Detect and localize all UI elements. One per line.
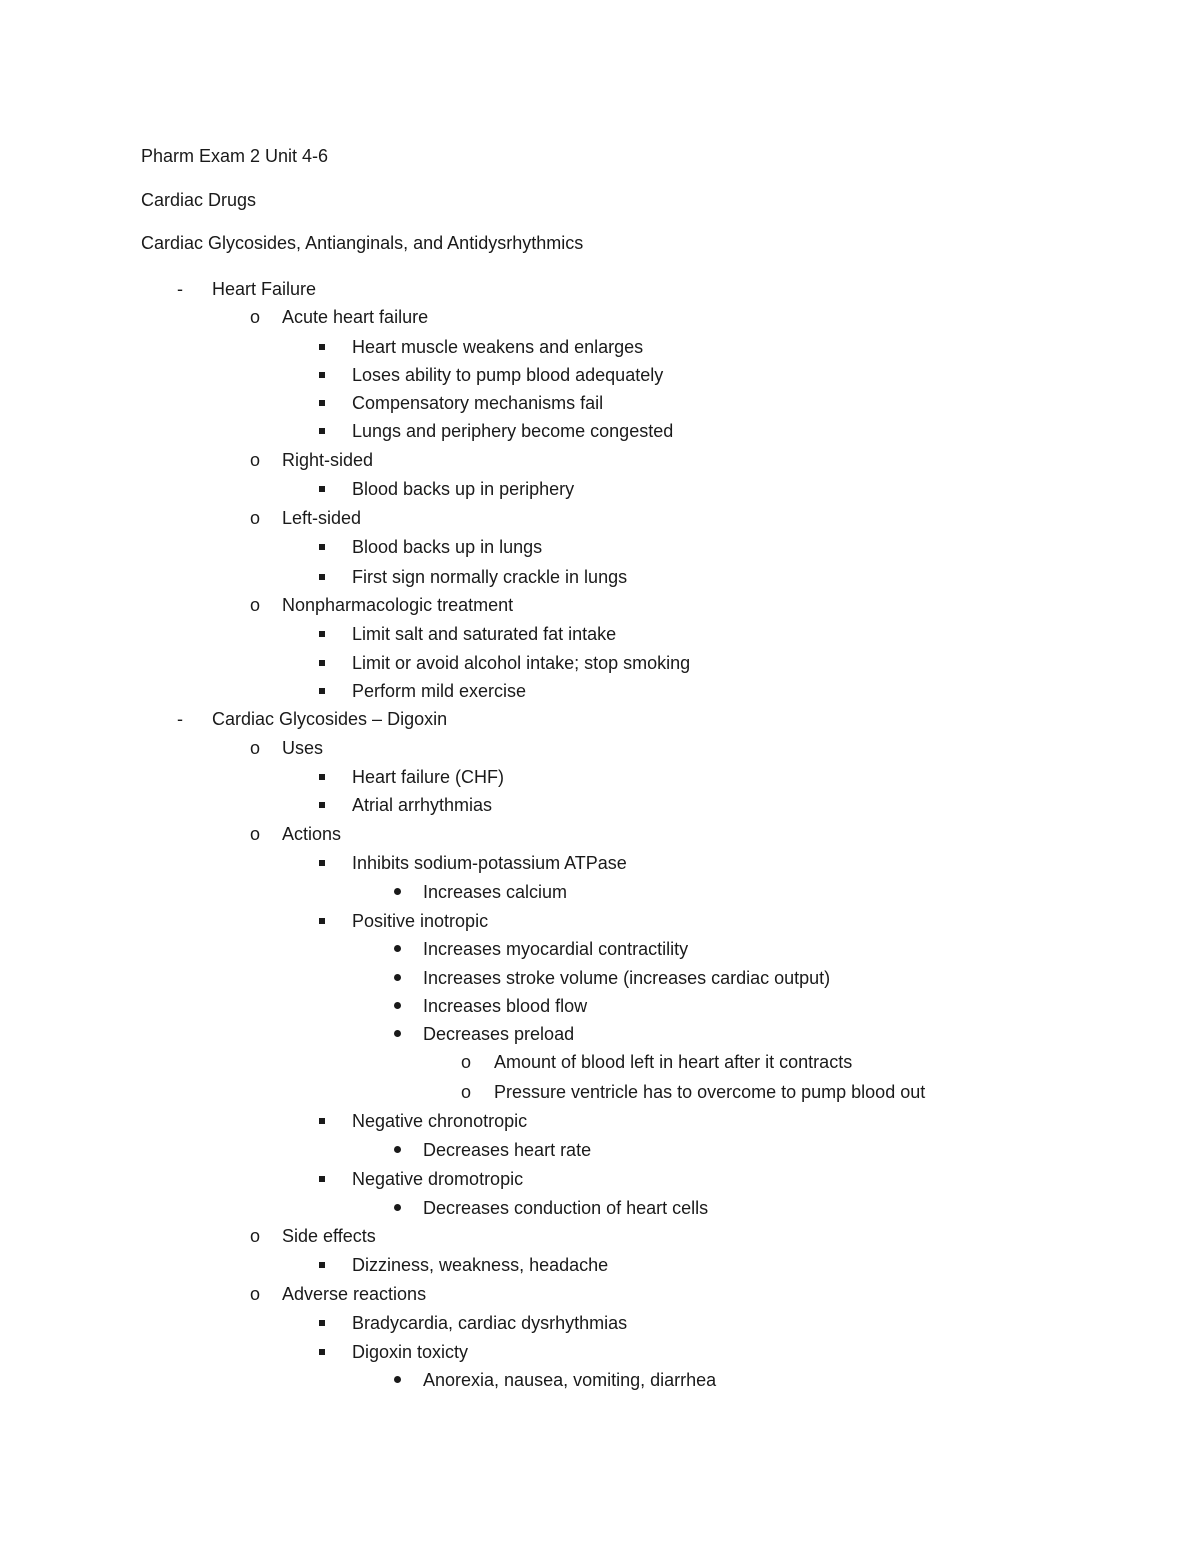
dot-bullet-icon [387, 880, 407, 904]
dot-bullet-icon [387, 966, 407, 990]
outline-item-level-3: Negative chronotropic [352, 1111, 528, 1131]
circle-bullet-icon: o [249, 595, 260, 615]
circle-bullet-icon: o [249, 307, 260, 327]
outline-item-level-3: Atrial arrhythmias [352, 795, 493, 815]
outline-item-level-3: Heart muscle weakens and enlarges [352, 337, 644, 357]
outline-item-level-5: Pressure ventricle has to overcome to pump blood out [494, 1082, 926, 1102]
outline-item-level-3: Blood backs up in periphery [352, 479, 575, 499]
outline-item-level-5: Amount of blood left in heart after it contracts [494, 1052, 853, 1072]
square-bullet-icon [312, 335, 332, 359]
outline-item-level-3: Blood backs up in lungs [352, 537, 543, 557]
outline-item-level-3: Heart failure (CHF) [352, 767, 505, 787]
square-bullet-icon [312, 679, 332, 703]
square-bullet-icon [312, 477, 332, 501]
outline-item-level-3: Lungs and periphery become congested [352, 421, 674, 441]
outline-item-level-3: Digoxin toxicty [352, 1342, 469, 1362]
outline-item-level-2: Right-sided [282, 450, 374, 470]
outline-item-level-4: Increases myocardial contractility [423, 939, 689, 959]
outline-item-level-3: Limit salt and saturated fat intake [352, 624, 617, 644]
dash-bullet-icon: - [177, 709, 183, 729]
outline-item-level-4: Decreases conduction of heart cells [423, 1198, 709, 1218]
outline-item-level-2: Adverse reactions [282, 1284, 427, 1304]
square-bullet-icon [312, 391, 332, 415]
square-bullet-icon [312, 1253, 332, 1277]
circle-bullet-icon: o [249, 824, 260, 844]
circle-bullet-icon: o [460, 1082, 471, 1102]
circle-bullet-icon: o [249, 738, 260, 758]
outline-item-level-3: Limit or avoid alcohol intake; stop smoking [352, 653, 691, 673]
outline-item-level-3: Perform mild exercise [352, 681, 527, 701]
outline-item-level-3: Negative dromotropic [352, 1169, 524, 1189]
dot-bullet-icon [387, 1368, 407, 1392]
dot-bullet-icon [387, 1196, 407, 1220]
square-bullet-icon [312, 565, 332, 589]
square-bullet-icon [312, 363, 332, 387]
outline-item-level-3: Inhibits sodium-potassium ATPase [352, 853, 627, 873]
outline-item-level-1: Heart Failure [212, 279, 317, 299]
document-subtitle: Cardiac Drugs [141, 190, 257, 210]
circle-bullet-icon: o [249, 1226, 260, 1246]
outline-item-level-4: Increases stroke volume (increases cardiac output) [423, 968, 831, 988]
outline-item-level-2: Side effects [282, 1226, 376, 1246]
outline-item-level-3: Dizziness, weakness, headache [352, 1255, 609, 1275]
dash-bullet-icon: - [177, 279, 183, 299]
square-bullet-icon [312, 793, 332, 817]
circle-bullet-icon: o [249, 508, 260, 528]
square-bullet-icon [312, 1109, 332, 1133]
dot-bullet-icon [387, 994, 407, 1018]
outline-item-level-3: First sign normally crackle in lungs [352, 567, 628, 587]
dot-bullet-icon [387, 937, 407, 961]
document-title: Pharm Exam 2 Unit 4-6 [141, 146, 329, 166]
square-bullet-icon [312, 909, 332, 933]
square-bullet-icon [312, 651, 332, 675]
dot-bullet-icon [387, 1138, 407, 1162]
outline-item-level-2: Acute heart failure [282, 307, 429, 327]
circle-bullet-icon: o [249, 1284, 260, 1304]
outline-item-level-2: Nonpharmacologic treatment [282, 595, 514, 615]
square-bullet-icon [312, 535, 332, 559]
square-bullet-icon [312, 1311, 332, 1335]
outline-item-level-2: Actions [282, 824, 342, 844]
square-bullet-icon [312, 622, 332, 646]
dot-bullet-icon [387, 1022, 407, 1046]
square-bullet-icon [312, 1340, 332, 1364]
square-bullet-icon [312, 765, 332, 789]
outline-item-level-3: Compensatory mechanisms fail [352, 393, 604, 413]
outline-item-level-3: Loses ability to pump blood adequately [352, 365, 664, 385]
section-heading: Cardiac Glycosides, Antianginals, and Antidysrhythmics [141, 233, 584, 253]
outline-item-level-3: Positive inotropic [352, 911, 489, 931]
outline-item-level-4: Increases blood flow [423, 996, 588, 1016]
outline-item-level-1: Cardiac Glycosides – Digoxin [212, 709, 448, 729]
square-bullet-icon [312, 851, 332, 875]
outline-item-level-4: Increases calcium [423, 882, 568, 902]
outline-item-level-4: Anorexia, nausea, vomiting, diarrhea [423, 1370, 717, 1390]
circle-bullet-icon: o [249, 450, 260, 470]
outline-item-level-2: Left-sided [282, 508, 362, 528]
circle-bullet-icon: o [460, 1052, 471, 1072]
square-bullet-icon [312, 419, 332, 443]
outline-item-level-4: Decreases preload [423, 1024, 575, 1044]
square-bullet-icon [312, 1167, 332, 1191]
outline-item-level-2: Uses [282, 738, 324, 758]
outline-item-level-4: Decreases heart rate [423, 1140, 592, 1160]
outline-item-level-3: Bradycardia, cardiac dysrhythmias [352, 1313, 628, 1333]
